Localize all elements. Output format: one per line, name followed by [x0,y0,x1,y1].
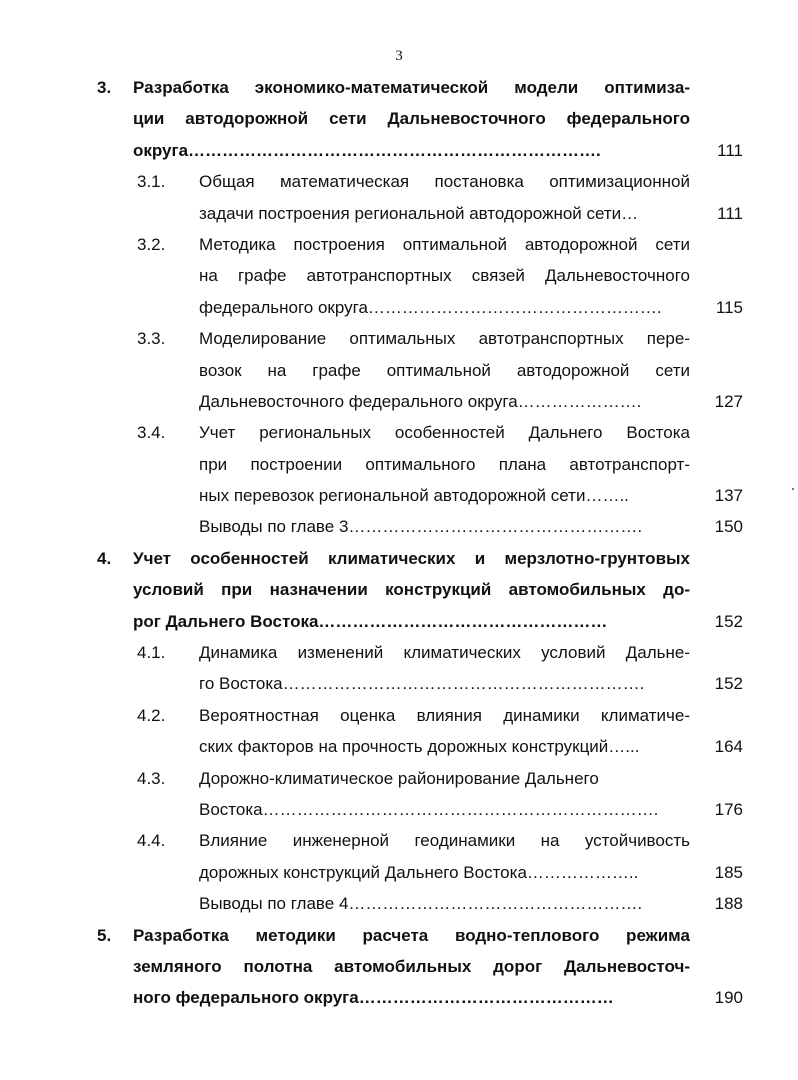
chapter-title: Разработка экономико-математической модели оптимиза- [133,78,690,97]
chapter-title: округа………………………………………………………………. [133,140,601,160]
toc-line [0,355,798,386]
section-title: на графе автотранспортных связей Дальневосточного [199,266,690,286]
toc-line [0,198,798,229]
toc-line [0,794,798,825]
section-title: Методика построения оптимальной автодорожной сети [199,234,690,254]
toc-line [0,951,798,982]
page-ref: 185 [714,862,743,882]
toc-line [0,574,798,605]
toc-line [0,386,798,417]
section-title: Дальневосточного федерального округа…………………. [199,391,642,411]
section-title: Выводы по главе 3……………………………………………. [199,517,643,537]
toc-line [0,825,798,856]
section-title: федерального округа……………………………………………. [199,297,662,317]
chapter-title: условий при назначении конструкций автомобильных до- [133,580,690,600]
toc-line [0,72,798,103]
page-ref: 127 [714,391,743,411]
section-title: задачи построения региональной автодорожной сети… [199,203,639,223]
toc-line [0,920,798,951]
section-number: 3.4. [137,423,166,443]
section-title: Дорожно-климатическое районирование Дальнего [199,768,599,788]
section-title: Общая математическая постановка оптимизационной [199,172,690,192]
toc-line [0,982,798,1013]
page-ref: 115 [715,297,743,317]
section-title: дорожных конструкций Дальнего Востока……………….. [199,862,639,882]
chapter-title: ции автодорожной сети Дальневосточного федерального [133,109,690,129]
page-ref: 152 [714,674,743,694]
section-number: 4.2. [137,705,166,725]
toc-line [0,888,798,919]
page-ref: 150 [714,517,743,537]
chapter-title: Учет особенностей климатических и мерзлотно-грунтовых [133,548,690,568]
chapter-number: 5. [97,925,112,945]
page-ref: 152 [714,611,743,631]
toc-line [0,763,798,794]
toc-line [0,103,798,134]
chapter-title: ного федерального округа……………………………………… [133,988,614,1008]
section-title: го Востока………………………………………………………. [199,674,645,694]
toc-line [0,857,798,888]
section-title: Моделирование оптимальных автотранспортных пере- [199,329,690,349]
toc-line [0,606,798,637]
chapter-title: рог Дальнего Востока…………………………………………… [133,611,608,631]
section-title: Выводы по главе 4……………………………………………. [199,894,643,914]
section-number: 3.2. [137,234,166,254]
toc-line [0,135,798,166]
section-number: 4.4. [137,831,166,851]
section-title: возок на графе оптимальной автодорожной сети [199,360,690,380]
page-ref: 188 [714,894,743,914]
chapter-number: 3. [97,78,112,97]
section-title: Влияние инженерной геодинамики на устойчивость [199,831,690,851]
toc-line [0,668,798,699]
section-number: 4.3. [137,768,166,788]
section-title: Вероятностная оценка влияния динамики климатиче- [199,705,690,725]
chapter-title: Разработка методики расчета водно-теплового режима [133,925,690,945]
section-number: 3.3. [137,329,166,349]
toc-line [0,511,798,542]
toc-line [0,229,798,260]
chapter-title: земляного полотна автомобильных дорог Дальневосточ- [133,956,690,976]
page-ref: 164 [714,737,743,757]
toc-line [0,417,798,448]
chapter-number: 4. [97,548,112,568]
toc-line [0,166,798,197]
toc-line [0,543,798,574]
section-number: 3.1. [137,172,166,192]
page-ref: 137 [714,486,743,506]
section-title: при построении оптимального плана автотранспорт- [199,454,690,474]
section-number: 4.1. [137,643,166,663]
toc-line [0,260,798,291]
section-title: Учет региональных особенностей Дальнего Востока [199,423,690,443]
section-title: ных перевозок региональной автодорожной сети…….. [199,486,629,506]
page-ref: 111 [717,203,743,223]
table-of-contents [0,72,798,1014]
toc-line [0,449,798,480]
page-ref: 176 [714,799,743,819]
scan-speck [792,488,794,490]
page-ref: 111 [717,140,743,160]
page-number: 3 [395,48,403,64]
toc-line [0,731,798,762]
toc-line [0,637,798,668]
section-title: ских факторов на прочность дорожных конструкций…... [199,737,640,757]
toc-line [0,323,798,354]
toc-line [0,700,798,731]
section-title: Востока……………………………………………………………. [199,799,659,819]
toc-line [0,292,798,323]
toc-line [0,480,798,511]
section-title: Динамика изменений климатических условий Дальне- [199,643,690,663]
page-ref: 190 [714,988,743,1008]
